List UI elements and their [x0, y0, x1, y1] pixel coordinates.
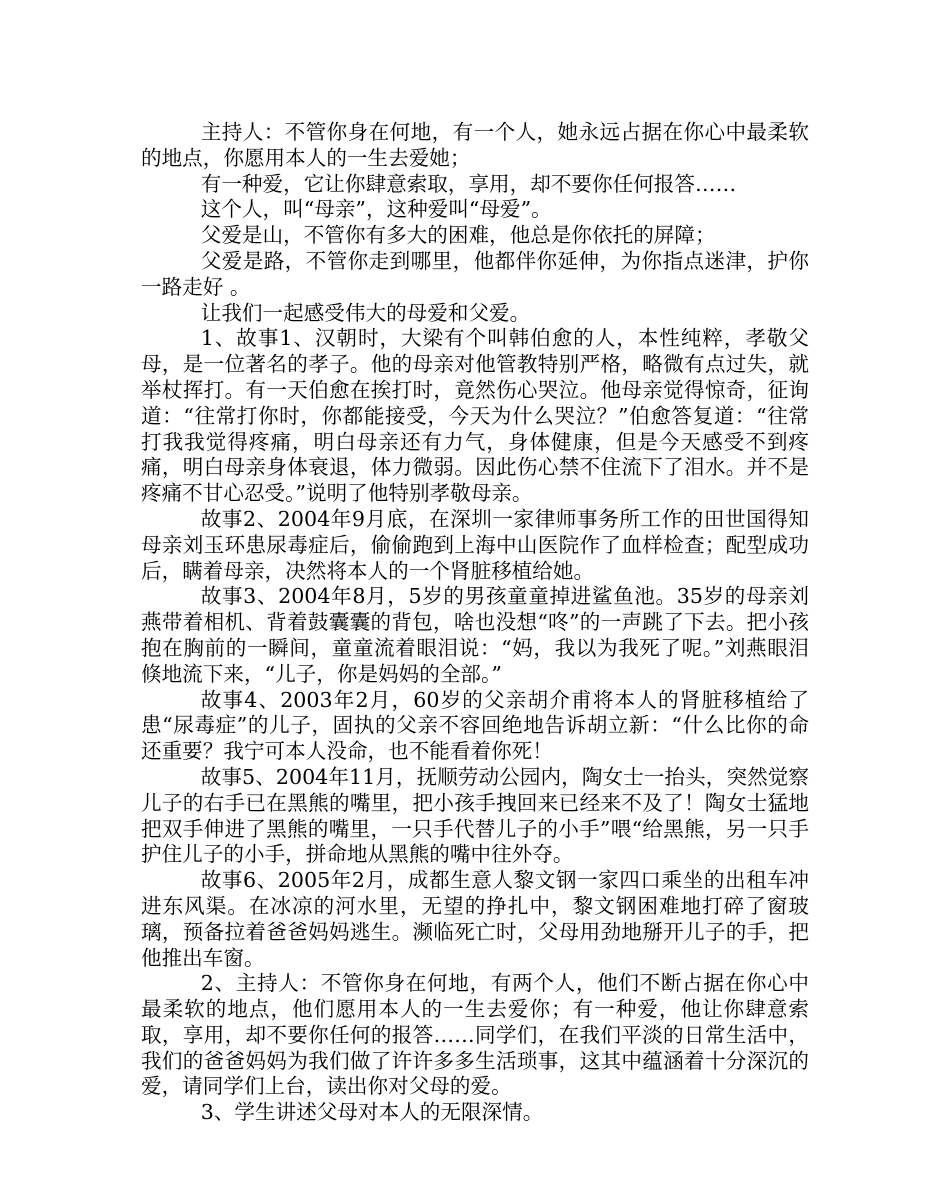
paragraph-story-5: 故事5、2004年11月，抚顺劳动公园内，陶女士一抬头，突然觉察儿子的右手已在黑熊的嘴里，把小孩手拽回来已经来不及了！陶女士猛地把双手伸进了黑熊的嘴里，一只手代替儿子的小手”喂“给黑熊，另一只手护住儿子的小手，拼命地从黑熊的嘴中往外夺。	[141, 764, 809, 867]
paragraph-father-road: 父爱是路，不管你走到哪里，他都伴你延伸，为你指点迷津，护你一路走好 。	[141, 248, 809, 299]
document-body	[141, 120, 809, 1126]
paragraph-story-2: 故事2、2004年9月底，在深圳一家律师事务所工作的田世国得知母亲刘玉环患尿毒症后，偷偷跑到上海中山医院作了血样检查；配型成功后，瞒着母亲，决然将本人的一个肾脏移植给她。	[141, 506, 809, 583]
paragraph-host-intro: 主持人：不管你身在何地，有一个人，她永远占据在你心中最柔软的地点，你愿用本人的一生去爱她；	[141, 120, 809, 170]
paragraph-story-3: 故事3、2004年8月，5岁的男孩童童掉进鲨鱼池。35岁的母亲刘燕带着相机、背着鼓囊囊的背包，啥也没想“咚”的一声跳了下去。把小孩抱在胸前的一瞬间，童童流着眼泪说：“妈，我以为我死了呢。”刘燕眼泪倏地流下来，“儿子，你是妈妈的全部。”	[141, 584, 809, 686]
paragraph-mother-love: 有一种爱，它让你肆意索取，享用，却不要你任何报答……	[200, 171, 737, 196]
paragraph-story-6: 故事6、2005年2月，成都生意人黎文钢一家四口乘坐的出租车冲进东风渠。在冰凉的河水里，无望的挣扎中，黎文钢困难地打碎了窗玻璃，预备拉着爸爸妈妈逃生。濒临死亡时，父母用劲地掰开儿子的手，把他推出车窗。	[141, 868, 809, 970]
paragraph-story-1: 1、故事1、汉朝时，大梁有个叫韩伯愈的人，本性纯粹，孝敬父母，是一位著名的孝子。他的母亲对他管教特别严格，略微有点过失，就举杖挥打。有一天伯愈在挨打时，竟然伤心哭泣。他母亲觉得惊奇，征询道：“往常打你时，你都能接受，今天为什么哭泣？”伯愈答复道：“往常打我我觉得疼痛，明白母亲还有力气，身体健康，但是今天感受不到疼痛，明白母亲身体衰退，体力微弱。因此伤心禁不住流下了泪水。并不是疼痛不甘心忍受。”说明了他特别孝敬母亲。	[141, 326, 809, 506]
paragraph-mother-name: 这个人，叫“母亲”，这种爱叫“母爱”。	[200, 197, 552, 222]
paragraph-story-4: 故事4、2003年2月，60岁的父亲胡介甫将本人的肾脏移植给了患“尿毒症”的儿子，固执的父亲不容回绝地告诉胡立新：“什么比你的命还重要？我宁可本人没命，也不能看着你死！	[141, 687, 809, 764]
paragraph-feel-together: 让我们一起感受伟大的母爱和父爱。	[200, 300, 531, 325]
paragraph-students: 3、学生讲述父母对本人的无限深情。	[200, 1100, 544, 1125]
paragraph-father-mountain: 父爱是山，不管你有多大的困难，他总是你依托的屏障；	[200, 223, 716, 248]
paragraph-host-2: 2、主持人：不管你身在何地，有两个人，他们不断占据在你心中最柔软的地点，他们愿用本人的一生去爱你；有一种爱，他让你肆意索取，享用，却不要你任何的报答……同学们，在我们平淡的日常生活中，我们的爸爸妈妈为我们做了许许多多生活琐事，这其中蕴涵着十分深沉的爱，请同学们上台，读出你对父母的爱。	[141, 971, 809, 1099]
